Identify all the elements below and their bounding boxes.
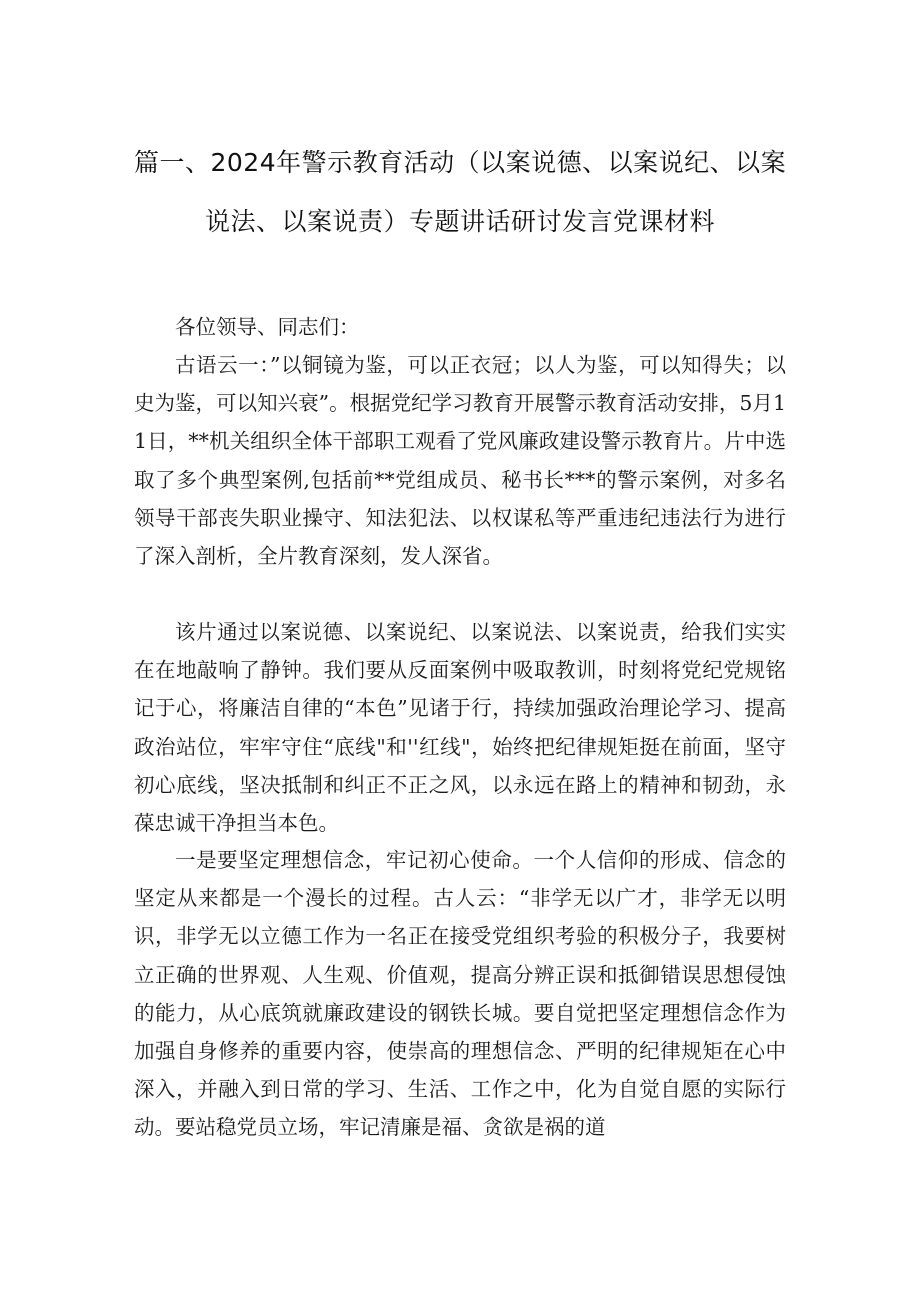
- body-paragraph: 古语云一：”以铜镜为鉴，可以正衣冠；以人为鉴，可以知得失；以史为鉴，可以知兴衰”。根据党纪学习教育开展警示教育活动安排，5月11日，**机关组织全体干部职工观看了党风廉政建设警示教育片。片中选取了多个典型案例,包括前**党组成员、秘书长***的警示案例，对多名领导干部丧失职业操守、知法犯法、以权谋私等严重违纪违法行为进行了深入剖析，全片教育深刻，发人深省。: [134, 353, 786, 569]
- body-paragraph: 该片通过以案说德、以案说纪、以案说法、以案说责，给我们实实在在地敲响了静钟。我们要从反面案例中吸取教训，时刻将党纪党规铭记于心，将廉洁自律的“本色”见诸于行，持续加强政治理论学习、提高政治站位，牢牢守住“底线"和''红线"，始终把纪律规矩挺在前面，坚守初心底线，坚决抵制和纠正不正之风，以永远在路上的精神和韧劲，永葆忠诚干净担当本色。: [134, 620, 786, 836]
- salutation-paragraph: 各位领导、同志们：: [175, 315, 360, 339]
- body-paragraph: 一是要坚定理想信念，牢记初心使命。一个人信仰的形成、信念的坚定从来都是一个漫长的过程。古人云：“非学无以广才，非学无以明识，非学无以立德工作为一名正在接受党组织考验的积极分子，我要树立正确的世界观、人生观、价值观，提高分辨正误和抵御错误思想侵蚀的能力，从心底筑就廉政建设的钢铁长城。要自觉把坚定理想信念作为加强自身修养的重要内容，使崇高的理想信念、严明的纪律规矩在心中深入，并融入到日常的学习、生活、工作之中，化为自觉自愿的实际行动。要站稳党员立场，牢记清廉是福、贪欲是祸的道: [134, 848, 786, 1140]
- document-title-line-2: 说法、以案说责）专题讲话研讨发言党课材料: [204, 207, 715, 236]
- document-title-line-1: 篇一、2024年警示教育活动（以案说德、以案说纪、以案: [134, 148, 787, 177]
